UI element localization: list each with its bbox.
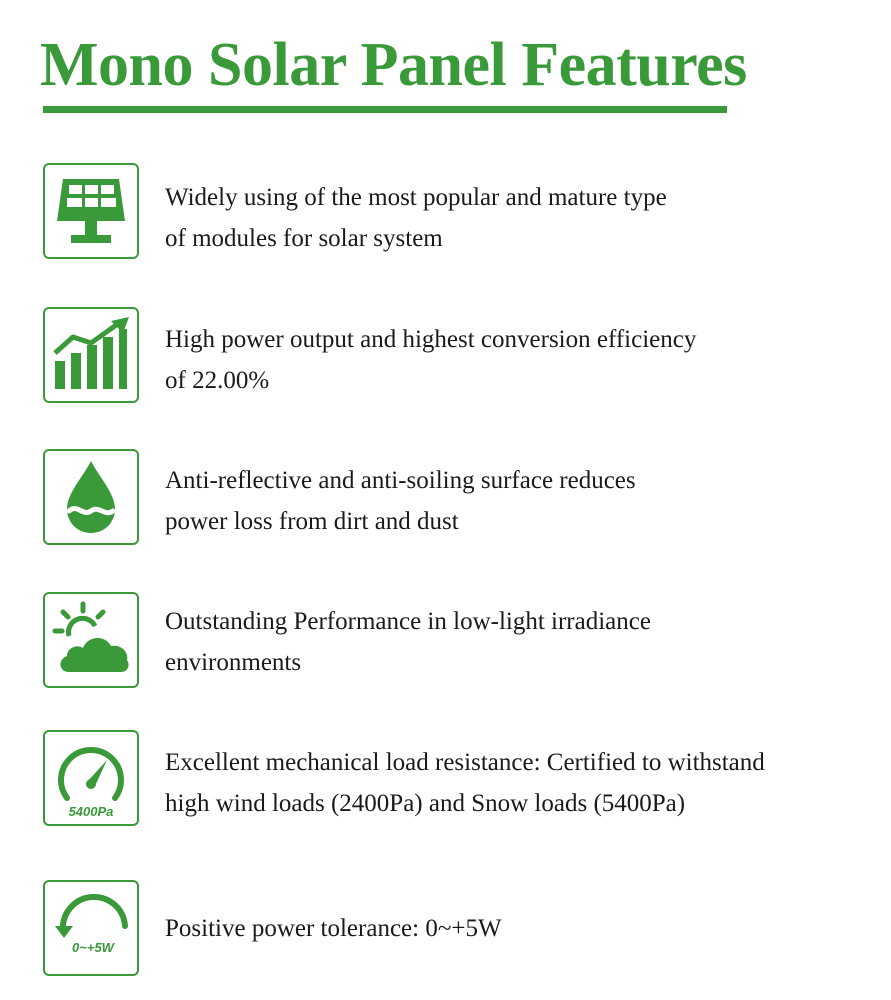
feature-item-low-light: [43, 592, 863, 692]
feature-text: [165, 319, 865, 401]
sun-cloud-icon: [43, 592, 139, 688]
feature-line: high wind loads (2400Pa) and Snow loads (5400Pa): [165, 790, 686, 817]
page-title: Mono Solar Panel Features: [40, 31, 747, 99]
feature-line: environments: [165, 649, 302, 676]
feature-item-modules: [43, 163, 863, 263]
growth-chart-icon: [43, 307, 139, 403]
gauge-icon: [43, 730, 139, 826]
feature-text: [165, 601, 865, 683]
solar-panel-icon: [43, 163, 139, 259]
feature-line: of modules for solar system: [165, 225, 443, 252]
feature-item-power-tolerance: [43, 880, 863, 980]
feature-line: of 22.00%: [165, 367, 270, 394]
water-drop-icon: [43, 449, 139, 545]
title-underline: [43, 106, 727, 113]
feature-line: power loss from dirt and dust: [165, 508, 459, 535]
feature-text: [165, 742, 865, 824]
tolerance-label: 0~+5W: [72, 940, 114, 955]
gauge-label: 5400Pa: [68, 804, 114, 819]
feature-text: [165, 460, 865, 542]
feature-line: Positive power tolerance: 0~+5W: [165, 915, 502, 942]
feature-line: High power output and highest conversion efficiency: [165, 326, 697, 353]
feature-text: [165, 177, 865, 259]
feature-text: [165, 908, 865, 949]
feature-line: Widely using of the most popular and mature type: [165, 184, 667, 211]
feature-line: Anti-reflective and anti-soiling surface reduces: [165, 467, 636, 494]
feature-item-anti-soiling: [43, 449, 863, 549]
feature-line: Excellent mechanical load resistance: Certified to withstand: [165, 749, 765, 776]
feature-item-efficiency: [43, 307, 863, 407]
tolerance-arrow-icon: [43, 880, 139, 976]
feature-item-load-resistance: [43, 730, 863, 830]
feature-line: Outstanding Performance in low-light irradiance: [165, 608, 651, 635]
